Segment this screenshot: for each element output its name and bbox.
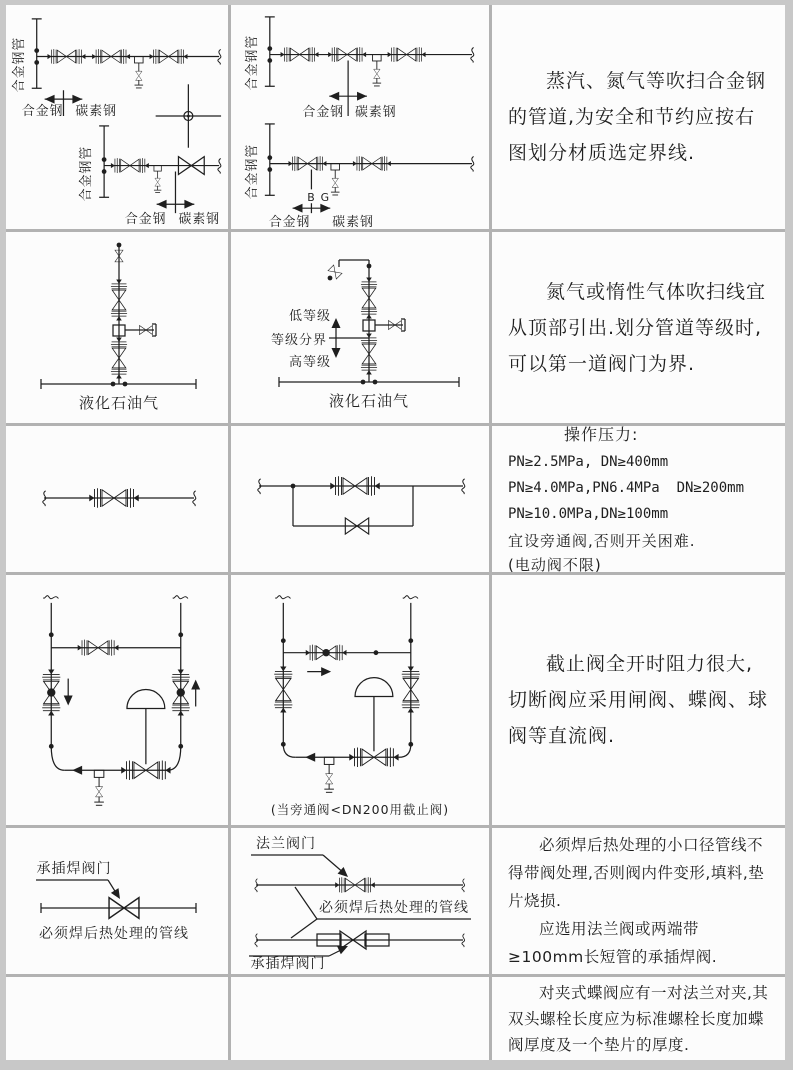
top-pipe <box>255 879 465 892</box>
cell-r1-diagram-right <box>231 5 489 229</box>
cell-r5-note <box>492 828 785 974</box>
single-valve-diagram <box>6 426 228 572</box>
grade-boundary-label: 等级分界 <box>270 333 328 348</box>
carbon-steel-label: 碳素钢 <box>332 215 374 229</box>
lpg-label: 液化石油气 <box>328 392 410 410</box>
flanged-valve-label: 法兰阀门 <box>256 836 316 852</box>
socket-weld-valve-label: 承插焊阀门 <box>36 861 112 877</box>
control-valve-station-b <box>231 575 489 825</box>
alloy-pipe-vertical-label: 合金钢管 <box>244 34 260 91</box>
cell-r1-note <box>492 5 785 229</box>
flanged-vs-socket-valve-diagram <box>231 828 489 974</box>
operating-pressure-block <box>508 426 771 572</box>
note-row1: 蒸汽、氮气等吹扫合金钢的管道,为安全和节约应按右图划分材质选定界线. <box>508 70 767 164</box>
cell-r1-diagram-left <box>6 5 228 229</box>
cell-r5-diagram-left <box>6 828 228 974</box>
alloy-pipe-vertical-label: 合金钢管 <box>11 36 27 93</box>
carbon-steel-label: 碳素钢 <box>178 212 221 228</box>
piping-diagram-alloy-carbon-a <box>6 5 228 229</box>
cell-r3-note <box>492 426 785 572</box>
cell-r4-diagram-right <box>231 575 489 825</box>
bypass-caption: (当旁通阀<DN200用截止阀) <box>270 802 450 818</box>
bypass-pipe <box>283 650 410 655</box>
cell-r3-diagram-right <box>231 426 489 572</box>
cell-r2-diagram-right <box>231 232 489 423</box>
riser-pipes <box>43 596 188 749</box>
alloy-steel-label: 合金钢 <box>268 215 311 229</box>
socket-weld-valve-diagram <box>6 828 228 974</box>
bottom-run-pipe <box>283 744 410 761</box>
valve-with-bypass-diagram <box>231 426 489 572</box>
cell-r3-diagram-left <box>6 426 228 572</box>
control-valve-assembly <box>349 678 398 767</box>
drain-valve-icon <box>154 166 161 193</box>
drain-letter-g: G <box>320 191 331 205</box>
drain-valve-icon <box>94 770 104 805</box>
note-row2: 氮气或惰性气体吹扫线宜从顶部引出.划分管道等级时,可以第一道阀门为界. <box>508 280 767 375</box>
control-valve-station-a <box>6 575 228 825</box>
pipe-crossing-symbol <box>156 84 221 147</box>
alloy-steel-label: 合金钢 <box>302 105 345 121</box>
material-boundary-line <box>265 17 275 86</box>
pwht-pipeline-label: 必须焊后热处理的管线 <box>319 900 469 916</box>
cell-r4-diagram-left <box>6 575 228 825</box>
alloy-steel-label: 合金钢 <box>124 212 167 228</box>
motor-valve-note: (电动阀不限) <box>508 555 602 572</box>
pressure-spec-line: PN≥4.0MPa,PN6.4MPa DN≥200mm <box>508 479 745 496</box>
lpg-label: 液化石油气 <box>78 394 160 412</box>
cell-r6-note <box>492 977 785 1060</box>
flow-direction-arrow <box>307 667 331 676</box>
low-grade-label: 低等级 <box>288 309 332 324</box>
cell-r2-diagram-left <box>6 232 228 423</box>
drain-valve-icon <box>331 164 340 195</box>
note-row5-pwht: 必须焊后热处理的小口径管线不得带阀处理,否则阀内件变形,填料,垫片烧损. <box>508 836 765 910</box>
operating-pressure-title: 操作压力: <box>564 426 639 444</box>
material-boundary-line <box>32 19 42 88</box>
note-row5-flange: 应选用法兰阀或两端带≥100mm长短管的承插焊阀. <box>508 920 718 966</box>
carbon-steel-label: 碳素钢 <box>75 104 117 120</box>
cell-r6-empty-middle <box>231 977 489 1060</box>
pwht-pipeline-label: 必须焊后热处理的管线 <box>39 926 189 942</box>
bypass-advice: 宜设旁通阀,否则开关困难. <box>508 531 696 550</box>
alloy-steel-label: 合金钢 <box>21 104 64 120</box>
drain-valve-icon <box>135 57 144 88</box>
socket-weld-valve-label: 承插焊阀门 <box>250 956 326 972</box>
lpg-purge-diagram-b <box>231 232 489 423</box>
control-valve-assembly <box>121 690 170 780</box>
pressure-spec-line: PN≥2.5MPa, DN≥400mm <box>508 453 669 470</box>
pressure-spec-line: PN≥10.0MPa,DN≥100mm <box>508 505 669 522</box>
cell-r4-note <box>492 575 785 825</box>
bypass-loop <box>291 484 413 526</box>
lpg-purge-diagram-a <box>6 232 228 423</box>
spec-table <box>6 5 785 1060</box>
cell-r6-empty-left <box>6 977 228 1060</box>
pipe <box>43 491 196 506</box>
drain-valve-icon <box>373 55 382 86</box>
alloy-pipe-vertical-label: 合金钢管 <box>79 145 95 202</box>
cell-r2-note <box>492 232 785 423</box>
cell-r5-diagram-right <box>231 828 489 974</box>
leader-line <box>249 942 350 956</box>
pipe <box>258 479 465 494</box>
note-row6-butterfly: 对夹式蝶阀应有一对法兰对夹,其双头螺栓长度应为标准螺栓长度加蝶阀厚度及一个垫片的厚度. <box>508 983 769 1054</box>
note-row4: 截止阀全开时阻力很大,切断阀应采用闸阀、蝶阀、球阀等直流阀. <box>508 653 769 747</box>
carbon-steel-label: 碳素钢 <box>355 105 397 121</box>
alloy-pipe-vertical-label: 合金钢管 <box>244 143 260 200</box>
material-boundary-line <box>99 126 109 197</box>
high-grade-label: 高等级 <box>288 355 332 370</box>
material-split-arrows <box>157 172 195 214</box>
piping-diagram-alloy-carbon-b <box>231 5 489 229</box>
bottom-run-pipe <box>51 746 180 774</box>
drain-letter-b: B <box>307 191 316 205</box>
leader-line <box>251 855 351 880</box>
riser-pipes <box>275 596 418 747</box>
material-boundary-line <box>265 124 275 195</box>
drain-valve-icon <box>324 757 334 792</box>
